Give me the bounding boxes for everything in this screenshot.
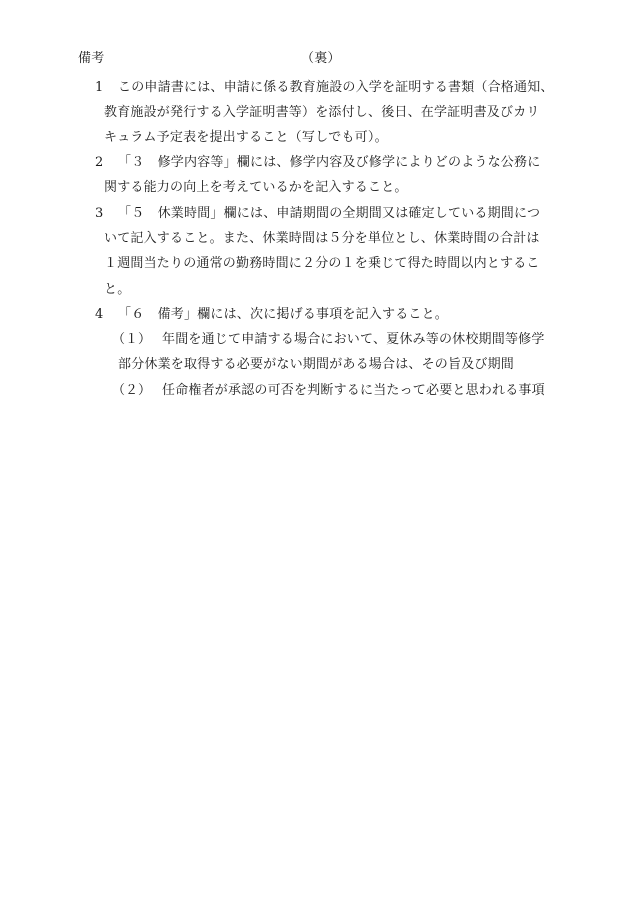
note-1-line-2: 教育施設が発行する入学証明書等）を添付し、後日、在学証明書及びカリ <box>104 105 540 120</box>
note-3-number: 3 <box>95 206 104 221</box>
page-side-label: （裏） <box>301 51 341 66</box>
note-4-line-1: 「６ 備考」欄には、次に掲げる事項を記入すること。 <box>118 307 449 322</box>
remarks-heading: 備考 <box>78 51 105 66</box>
subnote-1-line-2: 部分休業を取得する必要がない期間がある場合は、その旨及び期間 <box>118 357 515 372</box>
subnote-1-number: （１） <box>112 332 152 347</box>
note-3-line-3: １週間当たりの通常の勤務時間に２分の１を乗じて得た時間以内とするこ <box>104 256 540 271</box>
note-3-line-4: と。 <box>104 282 131 297</box>
note-2-number: 2 <box>95 155 104 170</box>
subnote-2-line-1: 任命権者が承認の可否を判断するに当たって必要と思われる事項 <box>162 383 545 398</box>
subnote-2-number: （２） <box>112 383 152 398</box>
note-2-line-2: 関する能力の向上を考えているかを記入すること。 <box>104 180 408 195</box>
note-1-line-3: キュラム予定表を提出すること（写しでも可）。 <box>104 130 388 145</box>
note-3-line-1: 「５ 休業時間」欄には、申請期間の全期間又は確定している期間につ <box>118 206 541 221</box>
note-1-number: 1 <box>95 80 104 95</box>
note-2-line-1: 「３ 修学内容等」欄には、修学内容及び修学によりどのような公務に <box>118 155 541 170</box>
subnote-1-line-1: 年間を通じて申請する場合において、夏休み等の休校期間等修学 <box>162 332 545 347</box>
note-3-line-2: いて記入すること。また、休業時間は５分を単位とし、休業時間の合計は <box>104 231 540 246</box>
note-4-number: 4 <box>95 307 104 322</box>
note-1-line-1: この申請書には、申請に係る教育施設の入学を証明する書類（合格通知、 <box>118 80 554 95</box>
